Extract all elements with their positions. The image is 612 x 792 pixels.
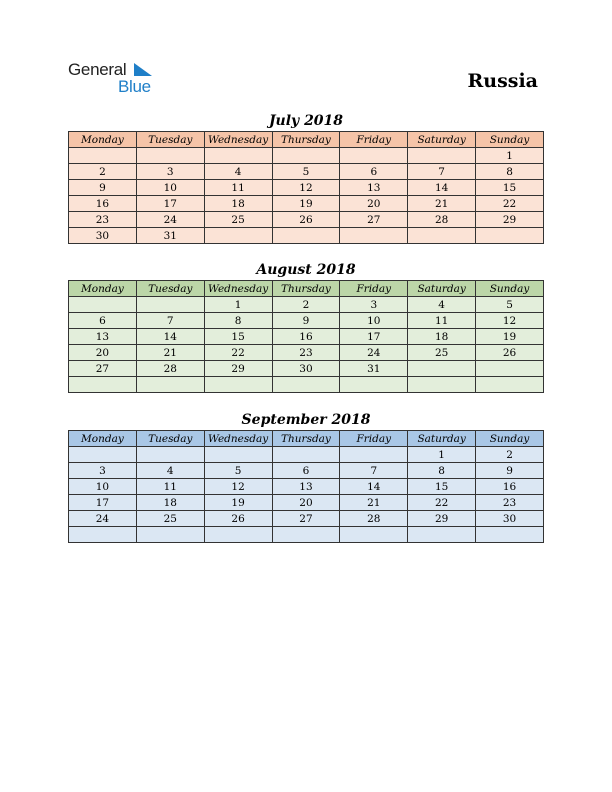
day-cell: 31	[340, 361, 408, 377]
day-cell: 19	[476, 329, 544, 345]
week-row	[69, 361, 544, 377]
weekday-header: Saturday	[408, 281, 476, 297]
day-cell: 1	[408, 447, 476, 463]
week-row	[69, 345, 544, 361]
day-cell: 8	[204, 313, 272, 329]
month-august	[68, 260, 544, 393]
day-cell	[272, 228, 340, 244]
day-cell: 10	[340, 313, 408, 329]
day-cell	[476, 228, 544, 244]
week-row	[69, 479, 544, 495]
day-cell: 12	[476, 313, 544, 329]
day-cell: 2	[272, 297, 340, 313]
day-cell: 5	[272, 164, 340, 180]
weekday-header: Thursday	[272, 431, 340, 447]
day-cell: 16	[69, 196, 137, 212]
day-cell: 3	[340, 297, 408, 313]
logo-text-blue: Blue	[118, 77, 151, 96]
weekday-header: Monday	[69, 431, 137, 447]
day-cell	[340, 228, 408, 244]
day-cell: 1	[204, 297, 272, 313]
week-row	[69, 196, 544, 212]
day-cell: 12	[204, 479, 272, 495]
weekday-header: Sunday	[476, 132, 544, 148]
day-cell: 22	[408, 495, 476, 511]
weekday-header: Sunday	[476, 431, 544, 447]
day-cell: 7	[408, 164, 476, 180]
day-cell: 20	[272, 495, 340, 511]
day-cell: 22	[476, 196, 544, 212]
day-cell	[69, 377, 137, 393]
day-cell: 29	[408, 511, 476, 527]
day-cell: 24	[136, 212, 204, 228]
day-cell: 11	[408, 313, 476, 329]
day-cell: 13	[272, 479, 340, 495]
day-cell	[408, 377, 476, 393]
day-cell	[272, 377, 340, 393]
day-cell: 28	[340, 511, 408, 527]
day-cell: 27	[340, 212, 408, 228]
day-cell	[69, 297, 137, 313]
day-cell	[340, 527, 408, 543]
day-cell: 18	[136, 495, 204, 511]
day-cell	[69, 148, 137, 164]
weekday-header: Wednesday	[204, 431, 272, 447]
day-cell: 14	[408, 180, 476, 196]
day-cell: 26	[476, 345, 544, 361]
day-cell: 17	[69, 495, 137, 511]
calendar-table	[68, 280, 544, 393]
day-cell: 14	[340, 479, 408, 495]
day-cell: 19	[272, 196, 340, 212]
day-cell: 20	[69, 345, 137, 361]
day-cell: 3	[69, 463, 137, 479]
logo-text-general: General	[68, 60, 127, 79]
day-cell: 8	[408, 463, 476, 479]
day-cell	[204, 447, 272, 463]
weekday-header-row	[69, 431, 544, 447]
day-cell	[204, 228, 272, 244]
weekday-header: Wednesday	[204, 281, 272, 297]
weekday-header: Saturday	[408, 132, 476, 148]
weekday-header: Saturday	[408, 431, 476, 447]
day-cell	[204, 377, 272, 393]
day-cell: 25	[136, 511, 204, 527]
day-cell: 5	[204, 463, 272, 479]
calendar-table	[68, 131, 544, 244]
month-title: July 2018	[268, 113, 344, 129]
week-row	[69, 527, 544, 543]
day-cell: 17	[136, 196, 204, 212]
weekday-header: Wednesday	[204, 132, 272, 148]
day-cell: 9	[69, 180, 137, 196]
day-cell: 1	[476, 148, 544, 164]
day-cell	[340, 148, 408, 164]
calendar-table	[68, 430, 544, 543]
weekday-header: Tuesday	[136, 431, 204, 447]
month-title: September 2018	[241, 412, 371, 428]
day-cell: 30	[69, 228, 137, 244]
day-cell	[408, 527, 476, 543]
day-cell: 5	[476, 297, 544, 313]
week-row	[69, 164, 544, 180]
day-cell: 25	[204, 212, 272, 228]
day-cell	[204, 527, 272, 543]
day-cell: 22	[204, 345, 272, 361]
day-cell: 13	[340, 180, 408, 196]
day-cell	[136, 377, 204, 393]
day-cell: 21	[136, 345, 204, 361]
generalblue-logo	[68, 60, 168, 100]
day-cell: 16	[272, 329, 340, 345]
week-row	[69, 212, 544, 228]
day-cell: 23	[69, 212, 137, 228]
day-cell	[272, 527, 340, 543]
day-cell: 4	[136, 463, 204, 479]
day-cell: 7	[136, 313, 204, 329]
logo-flag-icon	[134, 63, 154, 77]
day-cell	[136, 148, 204, 164]
day-cell: 18	[204, 196, 272, 212]
weekday-header: Monday	[69, 281, 137, 297]
day-cell: 23	[272, 345, 340, 361]
day-cell: 2	[69, 164, 137, 180]
day-cell: 29	[476, 212, 544, 228]
weekday-header: Sunday	[476, 281, 544, 297]
day-cell: 30	[272, 361, 340, 377]
week-row	[69, 297, 544, 313]
day-cell: 30	[476, 511, 544, 527]
day-cell	[69, 447, 137, 463]
day-cell: 24	[69, 511, 137, 527]
day-cell: 27	[272, 511, 340, 527]
day-cell: 12	[272, 180, 340, 196]
week-row	[69, 447, 544, 463]
day-cell: 29	[204, 361, 272, 377]
day-cell: 15	[408, 479, 476, 495]
day-cell: 19	[204, 495, 272, 511]
day-cell: 15	[476, 180, 544, 196]
day-cell: 11	[204, 180, 272, 196]
day-cell: 6	[340, 164, 408, 180]
day-cell: 23	[476, 495, 544, 511]
day-cell: 17	[340, 329, 408, 345]
day-cell	[69, 527, 137, 543]
day-cell	[408, 228, 476, 244]
day-cell: 6	[69, 313, 137, 329]
week-row	[69, 329, 544, 345]
day-cell	[408, 148, 476, 164]
weekday-header: Friday	[340, 281, 408, 297]
day-cell: 10	[69, 479, 137, 495]
month-title: August 2018	[256, 262, 356, 278]
week-row	[69, 313, 544, 329]
day-cell: 18	[408, 329, 476, 345]
weekday-header-row	[69, 132, 544, 148]
week-row	[69, 511, 544, 527]
day-cell	[340, 447, 408, 463]
day-cell	[136, 447, 204, 463]
day-cell	[272, 447, 340, 463]
day-cell: 2	[476, 447, 544, 463]
day-cell: 14	[136, 329, 204, 345]
day-cell: 15	[204, 329, 272, 345]
day-cell: 28	[136, 361, 204, 377]
day-cell	[136, 297, 204, 313]
day-cell	[476, 361, 544, 377]
day-cell: 25	[408, 345, 476, 361]
day-cell: 8	[476, 164, 544, 180]
weekday-header: Tuesday	[136, 281, 204, 297]
day-cell: 4	[408, 297, 476, 313]
day-cell: 26	[204, 511, 272, 527]
day-cell: 27	[69, 361, 137, 377]
weekday-header: Thursday	[272, 132, 340, 148]
day-cell	[476, 377, 544, 393]
day-cell	[136, 527, 204, 543]
month-september	[68, 410, 544, 543]
day-cell	[340, 377, 408, 393]
week-row	[69, 463, 544, 479]
week-row	[69, 377, 544, 393]
day-cell	[476, 527, 544, 543]
day-cell: 20	[340, 196, 408, 212]
day-cell: 11	[136, 479, 204, 495]
day-cell: 10	[136, 180, 204, 196]
weekday-header: Monday	[69, 132, 137, 148]
week-row	[69, 180, 544, 196]
day-cell: 21	[408, 196, 476, 212]
day-cell	[204, 148, 272, 164]
day-cell: 9	[476, 463, 544, 479]
week-row	[69, 228, 544, 244]
weekday-header: Thursday	[272, 281, 340, 297]
week-row	[69, 495, 544, 511]
day-cell: 26	[272, 212, 340, 228]
day-cell: 6	[272, 463, 340, 479]
day-cell: 13	[69, 329, 137, 345]
day-cell	[272, 148, 340, 164]
day-cell: 24	[340, 345, 408, 361]
weekday-header: Friday	[340, 431, 408, 447]
day-cell: 28	[408, 212, 476, 228]
day-cell: 3	[136, 164, 204, 180]
weekday-header: Friday	[340, 132, 408, 148]
day-cell	[408, 361, 476, 377]
day-cell: 4	[204, 164, 272, 180]
day-cell: 21	[340, 495, 408, 511]
weekday-header-row	[69, 281, 544, 297]
day-cell: 9	[272, 313, 340, 329]
day-cell: 31	[136, 228, 204, 244]
week-row	[69, 148, 544, 164]
day-cell: 16	[476, 479, 544, 495]
month-july	[68, 111, 544, 244]
weekday-header: Tuesday	[136, 132, 204, 148]
day-cell: 7	[340, 463, 408, 479]
country-title: Russia	[467, 70, 538, 92]
